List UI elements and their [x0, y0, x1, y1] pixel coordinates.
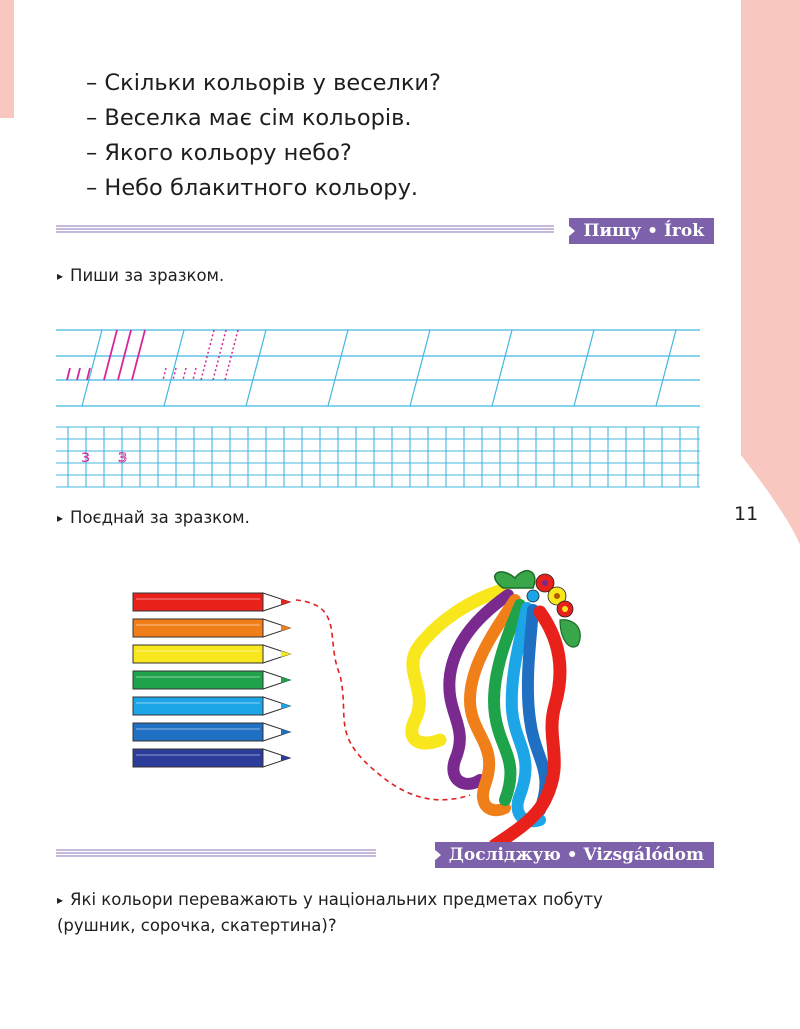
pencil — [133, 697, 291, 715]
section-title: Досліджую • Vizsgálódom — [435, 842, 714, 868]
dialogue-line: – Небо блакитного кольору. — [86, 175, 419, 201]
pencil — [133, 593, 291, 611]
triangle-bullet-icon: ▸ — [57, 893, 64, 907]
section-title: Пишу • Írok — [569, 218, 714, 244]
task-text: Пиши за зразком. — [70, 266, 225, 285]
dialogue-line: – Якого кольору небо? — [86, 140, 352, 166]
dialogue-line: – Веселка має сім кольорів. — [86, 105, 412, 131]
pencil — [133, 671, 291, 689]
task-text: Поєднай за зразком. — [70, 508, 250, 527]
task-explore — [57, 887, 603, 939]
pencil — [133, 749, 291, 767]
triangle-bullet-icon: ▸ — [57, 511, 64, 525]
sample-letter: з — [81, 447, 91, 467]
pencil — [133, 645, 291, 663]
task-text-line2: (рушник, сорочка, скатертина)? — [57, 916, 337, 935]
pencils — [133, 593, 291, 767]
page-number: 11 — [734, 503, 759, 525]
traced-letter: з — [118, 447, 128, 467]
pencil — [133, 723, 291, 741]
sample-connector-line — [296, 600, 470, 800]
pencil — [133, 619, 291, 637]
ribbons-wreath — [412, 571, 580, 845]
dialogue-line: – Скільки кольорів у веселки? — [86, 70, 441, 96]
triangle-bullet-icon: ▸ — [57, 269, 64, 283]
task-text-line1: Які кольори переважають у національних предметах побуту — [70, 890, 603, 909]
section-rule — [56, 849, 376, 858]
section-header-explore — [56, 842, 714, 866]
